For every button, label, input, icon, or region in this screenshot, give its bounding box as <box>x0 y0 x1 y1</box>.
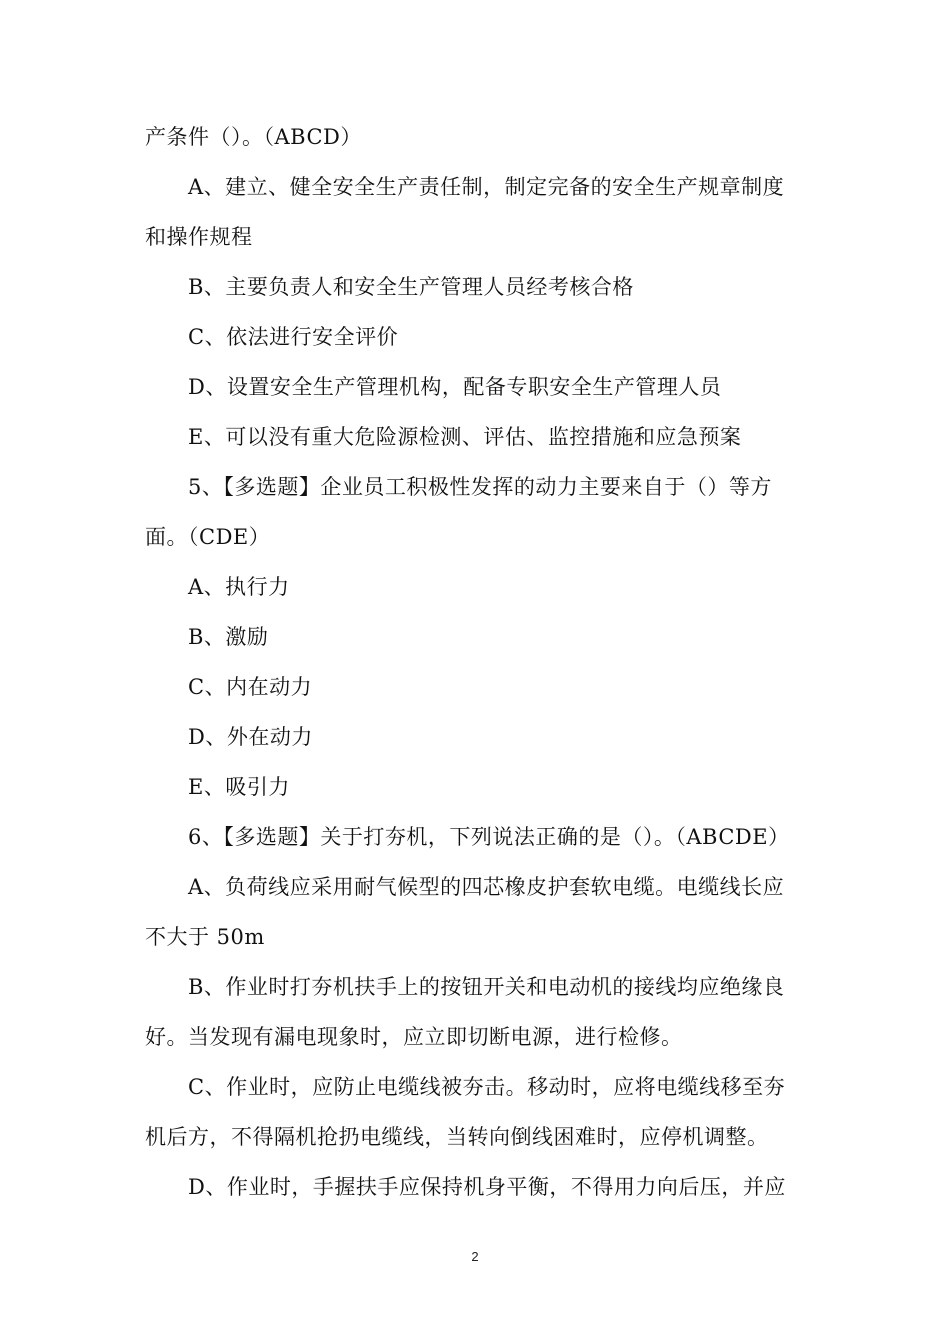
text-line: 产条件（）。（ABCD） <box>145 125 362 149</box>
text-line: A、负荷线应采用耐气候型的四芯橡皮护套软电缆。电缆线长应 <box>188 875 785 899</box>
text-line: B、主要负责人和安全生产管理人员经考核合格 <box>188 275 634 299</box>
text-line: 机后方，不得隔机抢扔电缆线，当转向倒线困难时，应停机调整。 <box>145 1125 769 1149</box>
text-line: E、吸引力 <box>188 775 290 799</box>
text-line: A、建立、健全安全生产责任制，制定完备的安全生产规章制度 <box>188 175 785 199</box>
text-line: B、激励 <box>188 625 269 649</box>
text-line: 6、【多选题】关于打夯机，下列说法正确的是（）。（ABCDE） <box>188 825 790 849</box>
text-line: 5、【多选题】企业员工积极性发挥的动力主要来自于（）等方 <box>188 475 772 499</box>
page-number: 2 <box>471 1249 479 1264</box>
text-line: D、设置安全生产管理机构，配备专职安全生产管理人员 <box>188 375 722 399</box>
text-line: E、可以没有重大危险源检测、评估、监控措施和应急预案 <box>188 425 742 449</box>
text-line: A、执行力 <box>188 575 290 599</box>
document-body <box>145 112 815 1212</box>
text-line: C、内在动力 <box>188 675 313 699</box>
text-line: B、作业时打夯机扶手上的按钮开关和电动机的接线均应绝缘良 <box>188 975 785 999</box>
text-line: 好。当发现有漏电现象时，应立即切断电源，进行检修。 <box>145 1025 683 1049</box>
text-line: C、作业时，应防止电缆线被夯击。移动时，应将电缆线移至夯 <box>188 1075 786 1099</box>
text-line: 不大于 50m <box>145 925 265 949</box>
text-line: C、依法进行安全评价 <box>188 325 399 349</box>
text-line: D、外在动力 <box>188 725 313 749</box>
text-line: D、作业时，手握扶手应保持机身平衡，不得用力向后压，并应 <box>188 1175 786 1199</box>
text-line: 和操作规程 <box>145 225 253 249</box>
text-line: 面。（CDE） <box>145 525 271 549</box>
